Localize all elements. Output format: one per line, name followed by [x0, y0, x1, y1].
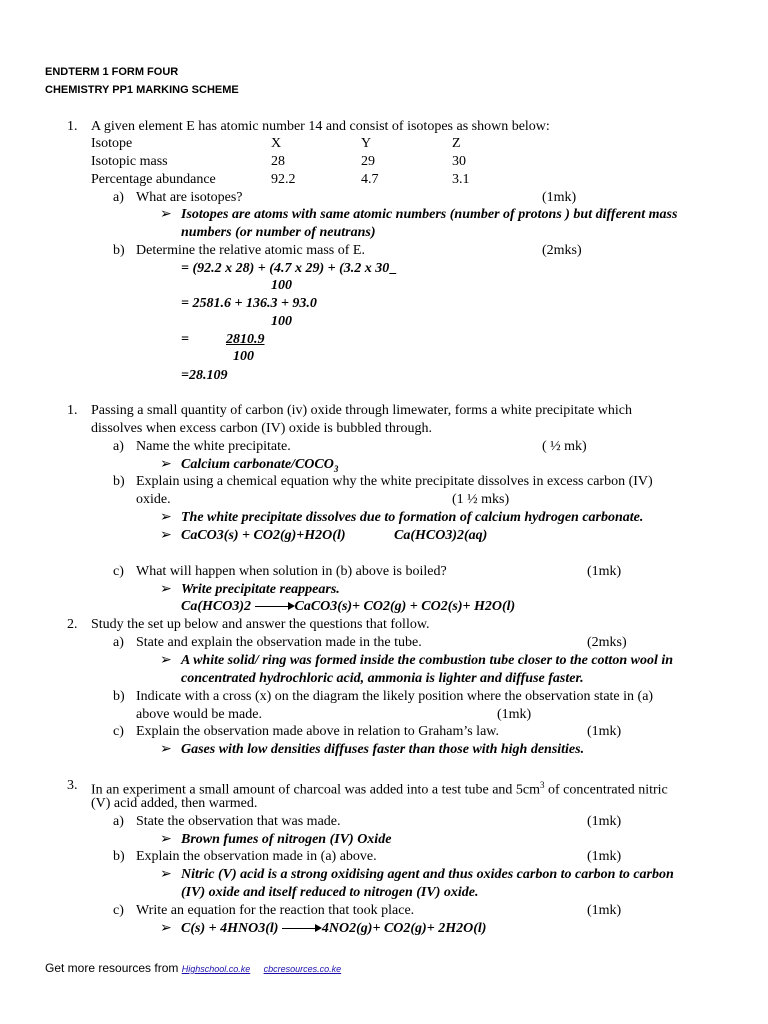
doc-title-line2: CHEMISTRY PP1 MARKING SCHEME	[45, 84, 239, 96]
sub-question-label: a)	[113, 439, 124, 454]
table-cell: Y	[361, 136, 372, 151]
sub-question-text: Name the white precipitate.	[136, 439, 291, 454]
bullet-arrow-icon: ➢	[160, 457, 172, 472]
marks-label: (1mk)	[587, 564, 622, 579]
sub-question-text: Explain using a chemical equation why the white precipitate dissolves in excess carbon (IV)	[136, 474, 653, 489]
table-cell: 29	[361, 154, 375, 169]
working-denominator: 100	[233, 349, 254, 364]
sub-question-text: Explain the observation made in (a) above.	[136, 849, 377, 864]
sub-question-label: b)	[113, 689, 125, 704]
marks-label: (2mks)	[587, 635, 627, 650]
working-equals: =	[181, 332, 189, 347]
working-denominator: 100	[271, 278, 292, 293]
question-text-part: In an experiment a small amount of charcoal was added into a test tube and 5cm	[91, 782, 541, 798]
reaction-arrow-icon	[255, 602, 295, 612]
reaction-arrow-icon	[282, 924, 322, 934]
question-number: 2.	[67, 617, 78, 632]
table-cell: Z	[452, 136, 461, 151]
equation-line	[181, 920, 486, 937]
table-cell: Isotopic mass	[91, 154, 168, 169]
table-cell: 30	[452, 154, 466, 169]
bullet-arrow-icon: ➢	[160, 742, 172, 757]
question-text-part: of concentrated nitric	[544, 782, 668, 798]
answer-main: Calcium carbonate/COCO	[181, 457, 334, 472]
final-answer: =28.109	[181, 368, 228, 383]
answer-text: (IV) oxide and itself reduced to nitrogen (IV) oxide.	[181, 885, 479, 900]
bullet-arrow-icon: ➢	[160, 832, 172, 847]
bullet-arrow-icon: ➢	[160, 921, 172, 936]
answer-text: Gases with low densities diffuses faster than those with high densities.	[181, 742, 585, 757]
bullet-arrow-icon: ➢	[160, 510, 172, 525]
marks-label: (1mk)	[587, 724, 622, 739]
marks-label: (1mk)	[542, 190, 577, 205]
answer-text: Nitric (V) acid is a strong oxidising agent and thus oxides carbon to carbon to carbon	[181, 867, 674, 882]
cbcresources-link[interactable]: cbcresources.co.ke	[263, 964, 342, 974]
answer-text: Isotopes are atoms with same atomic numbers (number of protons ) but different mass	[181, 207, 678, 222]
marks-label: ( ½ mk)	[542, 439, 587, 454]
marks-label: (1 ½ mks)	[452, 492, 510, 507]
footer-text: Get more resources from	[45, 961, 182, 975]
footer	[45, 961, 341, 975]
working-numerator: 2810.9	[226, 332, 265, 347]
sub-question-text: Write an equation for the reaction that took place.	[136, 903, 415, 918]
marks-label: (2mks)	[542, 243, 582, 258]
equation-left: Ca(HCO3)2	[181, 599, 251, 614]
answer-text: concentrated hydrochloric acid, ammonia is lighter and diffuse faster.	[181, 671, 584, 686]
question-text: Study the set up below and answer the questions that follow.	[91, 617, 430, 632]
marks-label: (1mk)	[587, 814, 622, 829]
table-cell: Percentage abundance	[91, 172, 216, 187]
bullet-arrow-icon: ➢	[160, 867, 172, 882]
answer-text: Brown fumes of nitrogen (IV) Oxide	[181, 832, 392, 847]
sub-question-label: b)	[113, 243, 125, 258]
sub-question-text: Determine the relative atomic mass of E.	[136, 243, 365, 258]
sub-question-text: oxide.	[136, 492, 171, 507]
working-line	[181, 260, 396, 277]
sub-question-text: State and explain the observation made in the tube.	[136, 635, 422, 650]
question-text: Passing a small quantity of carbon (iv) oxide through limewater, forms a white precipitate which	[91, 403, 633, 418]
sub-question-label: a)	[113, 635, 124, 650]
answer-text: A white solid/ ring was formed inside the combustion tube closer to the cotton wool in	[181, 653, 674, 668]
working-line: = 2581.6 + 136.3 + 93.0	[181, 296, 317, 311]
answer-text: The white precipitate dissolves due to formation of calcium hydrogen carbonate.	[181, 510, 644, 525]
table-cell: 92.2	[271, 172, 296, 187]
sub-question-label: a)	[113, 190, 124, 205]
question-number: 1.	[67, 119, 78, 134]
table-cell: 4.7	[361, 172, 379, 187]
table-cell: 3.1	[452, 172, 470, 187]
marks-label: (1mk)	[587, 903, 622, 918]
sub-question-text: Indicate with a cross (x) on the diagram the likely position where the observation state in (a)	[136, 689, 654, 704]
sub-question-text: State the observation that was made.	[136, 814, 341, 829]
table-cell: X	[271, 136, 282, 151]
sub-question-label: c)	[113, 724, 124, 739]
bullet-arrow-icon: ➢	[160, 207, 172, 222]
question-number: 3.	[67, 778, 78, 793]
sub-question-label: a)	[113, 814, 124, 829]
bullet-arrow-icon: ➢	[160, 653, 172, 668]
answer-text: numbers (or number of neutrans)	[181, 225, 376, 240]
sub-question-text: What are isotopes?	[136, 190, 243, 205]
marks-label: (1mk)	[497, 707, 532, 722]
sub-question-label: c)	[113, 903, 124, 918]
equation-line	[181, 598, 515, 615]
question-text: dissolves when excess carbon (IV) oxide is bubbled through.	[91, 421, 432, 436]
working-denominator: 100	[271, 314, 292, 329]
answer-text: Write precipitate reappears.	[181, 582, 340, 597]
sub-question-text: Explain the observation made above in relation to Graham’s law.	[136, 724, 499, 739]
equation-right: CaCO3(s)+ CO2(g) + CO2(s)+ H2O(l)	[294, 599, 516, 614]
table-cell: Isotope	[91, 136, 133, 151]
question-text: (V) acid added, then warmed.	[91, 796, 258, 811]
answer-subscript: 3	[333, 463, 339, 474]
highschool-link[interactable]: Highschool.co.ke	[181, 964, 251, 974]
sub-question-label: c)	[113, 564, 124, 579]
sub-question-label: b)	[113, 474, 125, 489]
sub-question-label: b)	[113, 849, 125, 864]
equation-left: C(s) + 4HNO3(l)	[181, 921, 279, 936]
bullet-arrow-icon: ➢	[160, 582, 172, 597]
equation-right: 4NO2(g)+ CO2(g)+ 2H2O(l)	[321, 921, 487, 936]
equation-left: CaCO3(s) + CO2(g)+H2O(l)	[181, 528, 346, 543]
question-text: A given element E has atomic number 14 and consist of isotopes as shown below:	[91, 119, 550, 134]
sub-question-text: What will happen when solution in (b) above is boiled?	[136, 564, 447, 579]
bullet-arrow-icon: ➢	[160, 528, 172, 543]
working-expression: = (92.2 x 28) + (4.7 x 29) + (3.2 x 30	[181, 261, 390, 276]
superscript: 3	[540, 780, 545, 790]
question-number: 1.	[67, 403, 78, 418]
table-cell: 28	[271, 154, 285, 169]
equation-right: Ca(HCO3)2(aq)	[394, 528, 488, 543]
sub-question-text: above would be made.	[136, 707, 262, 722]
doc-title-line1: ENDTERM 1 FORM FOUR	[45, 66, 179, 78]
marks-label: (1mk)	[587, 849, 622, 864]
